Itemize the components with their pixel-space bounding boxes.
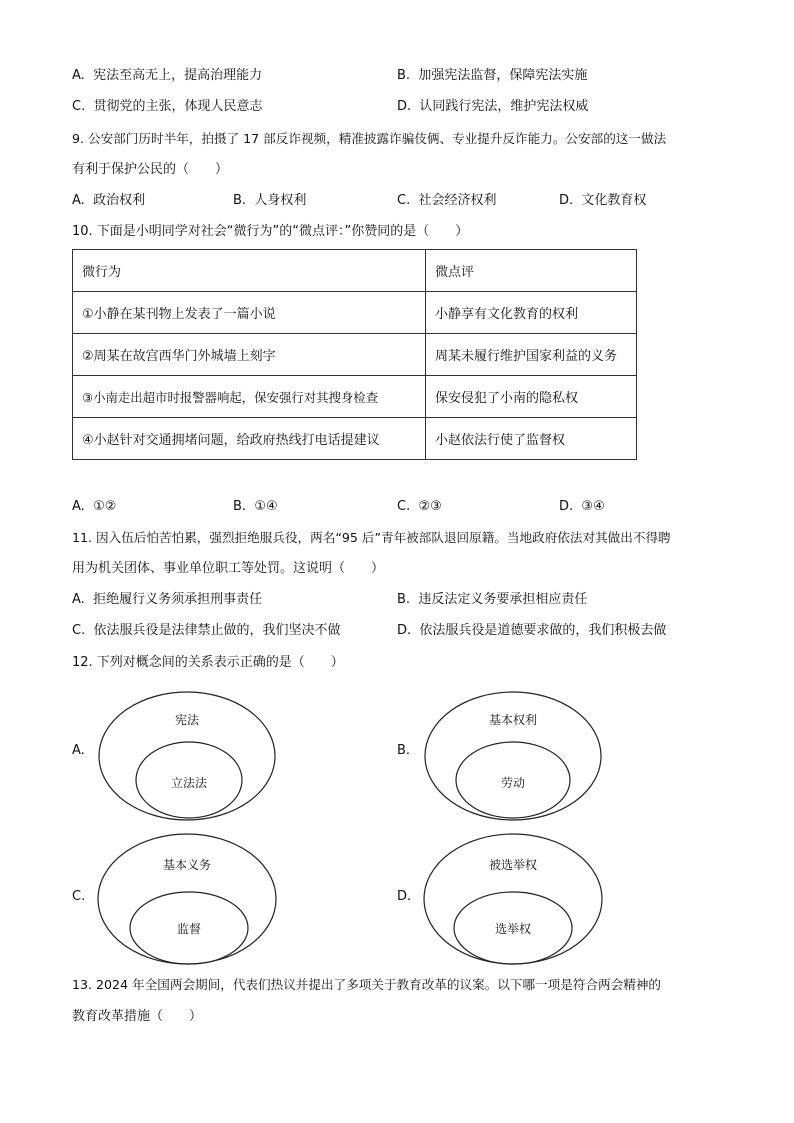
q9-stem-line1: 9. 公安部门历时半年，拍摄了 17 部反诈视频，精准披露诈骗伎俩、专业提升反诈能力。公安部的这一做法 bbox=[72, 131, 667, 146]
table-row bbox=[73, 418, 637, 460]
q10-option-c: C. ②③ bbox=[397, 499, 442, 514]
table-cell: 周某未履行维护国家利益的义务 bbox=[426, 334, 637, 376]
q11-option-a: A. 拒绝履行义务须承担刑事责任 bbox=[72, 592, 263, 607]
q10-stem: 10. 下面是小明同学对社会“微行为”的“微点评：”你赞同的是（ ） bbox=[72, 224, 469, 239]
q11-stem-line1: 11. 因入伍后怕苦怕累，强烈拒绝服兵役，两名“95 后”青年被部队退回原籍。当地政府依法对其做出不得聘 bbox=[72, 530, 671, 545]
q11-option-b: B. 违反法定义务要承担相应责任 bbox=[397, 592, 588, 607]
table-cell: 小赵依法行使了监督权 bbox=[426, 418, 637, 460]
outer-circle bbox=[99, 692, 275, 820]
q11-option-d: D. 依法服兵役是道德要求做的，我们积极去做 bbox=[397, 623, 667, 638]
outer-label: 基本义务 bbox=[162, 858, 212, 872]
q10-option-b: B. ①④ bbox=[233, 499, 278, 514]
table-cell: ①小静在某刊物上发表了一篇小说 bbox=[73, 292, 426, 334]
q8-option-d: D. 认同践行宪法，维护宪法权威 bbox=[397, 99, 589, 114]
q11-option-c: C. 依法服兵役是法律禁止做的，我们坚决不做 bbox=[72, 623, 341, 638]
table-cell: ②周某在故宫西华门外城墙上刻字 bbox=[73, 334, 426, 376]
q12-option-c-letter: C. bbox=[72, 889, 86, 904]
table-header-cell: 微行为 bbox=[73, 250, 426, 292]
table-cell: 保安侵犯了小南的隐私权 bbox=[426, 376, 637, 418]
inner-label: 选举权 bbox=[494, 922, 532, 936]
outer-circle bbox=[98, 834, 276, 964]
q12-option-a-letter: A. bbox=[72, 743, 85, 758]
q12-stem: 12. 下列对概念间的关系表示正确的是（ ） bbox=[72, 655, 344, 670]
outer-circle bbox=[425, 692, 601, 820]
table-cell: ③小南走出超市时报警器响起，保安强行对其搜身检查 bbox=[73, 376, 426, 418]
q12-diagram-b bbox=[414, 688, 614, 826]
inner-label: 立法法 bbox=[170, 776, 208, 790]
q12-diagram-a bbox=[90, 688, 290, 826]
q9-option-a: A. 政治权利 bbox=[72, 193, 146, 208]
table-row bbox=[73, 292, 637, 334]
outer-label: 被选举权 bbox=[488, 858, 538, 872]
q9-option-d: D. 文化教育权 bbox=[559, 193, 647, 208]
table-header-row bbox=[73, 250, 637, 292]
q9-stem-line2: 有利于保护公民的（ ） bbox=[72, 162, 229, 177]
outer-label: 宪法 bbox=[174, 713, 200, 727]
q9-option-c: C. 社会经济权利 bbox=[397, 193, 497, 208]
q10-table bbox=[72, 249, 637, 460]
q11-stem-line2: 用为机关团体、事业单位职工等处罚。这说明（ ） bbox=[72, 561, 385, 576]
q9-option-b: B. 人身权利 bbox=[233, 193, 307, 208]
table-row bbox=[73, 334, 637, 376]
q10-option-d: D. ③④ bbox=[559, 499, 605, 514]
q10-option-a: A. ①② bbox=[72, 499, 117, 514]
q8-option-a: A. 宪法至高无上，提高治理能力 bbox=[72, 68, 263, 83]
table-row bbox=[73, 376, 637, 418]
q13-stem-line1: 13. 2024 年全国两会期间，代表们热议并提出了多项关于教育改革的议案。以下哪一项是符合两会精神的 bbox=[72, 977, 662, 992]
q12-option-b-letter: B. bbox=[397, 743, 411, 758]
outer-circle bbox=[424, 834, 602, 964]
q13-stem-line2: 教育改革措施（ ） bbox=[72, 1009, 203, 1024]
q8-option-b: B. 加强宪法监督，保障宪法实施 bbox=[397, 68, 588, 83]
q12-diagram-d bbox=[414, 830, 614, 970]
table-cell: 小静享有文化教育的权利 bbox=[426, 292, 637, 334]
table-header-cell: 微点评 bbox=[426, 250, 637, 292]
inner-label: 监督 bbox=[176, 922, 202, 936]
q12-option-d-letter: D. bbox=[397, 889, 412, 904]
outer-label: 基本权利 bbox=[488, 713, 538, 727]
inner-label: 劳动 bbox=[500, 776, 526, 790]
q12-diagram-c bbox=[90, 830, 290, 970]
q8-option-c: C. 贯彻党的主张，体现人民意志 bbox=[72, 99, 263, 114]
table-cell: ④小赵针对交通拥堵问题，给政府热线打电话提建议 bbox=[73, 418, 426, 460]
